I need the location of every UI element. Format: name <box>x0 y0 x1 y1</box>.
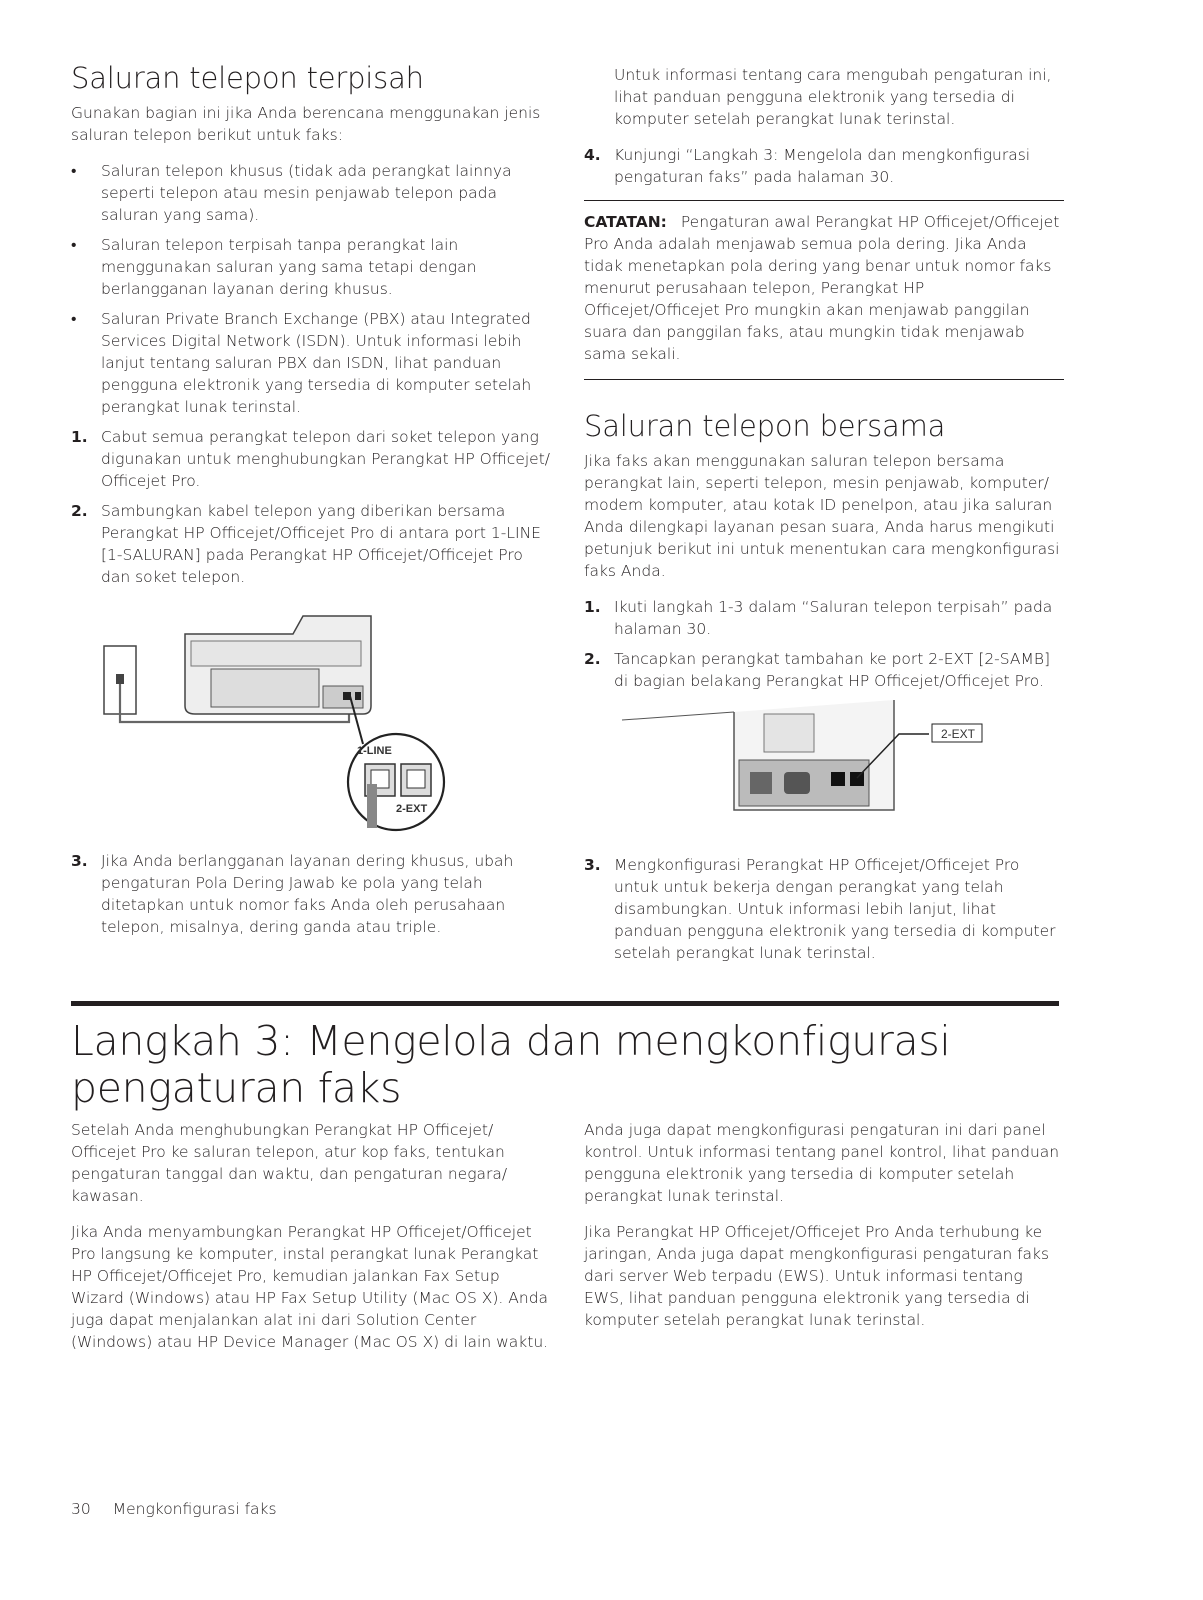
main-paragraph: Setelah Anda menghubungkan Perangkat HP Officejet/ Officejet Pro ke saluran telepon, atur kop faks, tentukan pengaturan tanggal dan waktu, dan pengaturan negara/ kawasan. <box>71 1121 508 1205</box>
step-item: 1. Cabut semua perangkat telepon dari soket telepon yang digunakan untuk menghubungkan Perangkat HP Officejet/ Officejet Pro. <box>71 428 550 491</box>
section-heading-shared-line: Saluran telepon bersama <box>584 409 946 443</box>
section-heading-separate-line: Saluran telepon terpisah <box>71 61 424 95</box>
note-text: Pengaturan awal Perangkat HP Officejet/Officejet Pro Anda adalah menjawab semua pola dering. Jika Anda tidak menetapkan pola dering yang benar untuk nomor faks menurut perusahaan telepon, Perangkat HP Officejet/Officejet Pro mungkin akan menjawab panggilan suara dan panggilan faks, atau mungkin tidak menjawab sama sekali. <box>584 213 1060 363</box>
step-3-continuation: Untuk informasi tentang cara mengubah pengaturan ini, lihat panduan pengguna elektronik yang tersedia di komputer setelah perangkat lunak terinstal. <box>614 66 1052 128</box>
figure-fax-2-ext-port <box>584 700 1064 840</box>
shared-line-intro: Jika faks akan menggunakan saluran telepon bersama perangkat lain, seperti telepon, mesin penjawab, komputer/ modem komputer, atau kotak ID penelpon, atau jika saluran Anda dilengkapi layanan pesan suara, Anda harus mengikuti petunjuk berikut ini untuk menentukan cara mengkonfigurasi faks Anda. <box>584 452 1060 581</box>
line-type-list <box>71 160 551 418</box>
separate-line-intro: Gunakan bagian ini jika Anda berencana menggunakan jenis saluran telepon berikut untuk faks: <box>71 104 541 145</box>
step-item: 1. Ikuti langkah 1-3 dalam “Saluran telepon terpisah” pada halaman 30. <box>584 598 1053 639</box>
step-item: 3. Mengkonfigurasi Perangkat HP Officejet/Officejet Pro untuk untuk bekerja dengan perangkat yang telah disambungkan. Untuk informasi lebih lanjut, lihat panduan pengguna elektronik yang tersedia di komputer setelah perangkat lunak terinstal. <box>584 856 1056 963</box>
main-heading: Langkah 3: Mengelola dan mengkonfigurasi pengaturan faks <box>71 1017 951 1112</box>
label-1-line: 1-LINE <box>357 745 392 758</box>
main-right-column <box>584 1119 1064 1345</box>
list-item: • Saluran telepon terpisah tanpa perangkat lain menggunakan saluran yang sama tetapi dengan berlangganan layanan dering khusus. <box>71 234 551 300</box>
figure-fax-1-line-connection <box>71 596 551 836</box>
main-paragraph: Jika Perangkat HP Officejet/Officejet Pro Anda terhubung ke jaringan, Anda juga dapat mengkonfigurasi pengaturan faks dari server Web terpadu (EWS). Untuk informasi tentang EWS, lihat panduan pengguna elektronik yang tersedia di komputer setelah perangkat lunak terinstal. <box>584 1223 1050 1329</box>
main-paragraph: Jika Anda menyambungkan Perangkat HP Officejet/Officejet Pro langsung ke komputer, instal perangkat lunak Perangkat HP Officejet/Officejet Pro, kemudian jalankan Fax Setup Wizard (Windows) atau HP Fax Setup Utility (Mac OS X). Anda juga dapat menjalankan alat ini dari Solution Center (Windows) atau HP Device Manager (Mac OS X) di lain waktu. <box>71 1223 549 1351</box>
footer-title: Mengkonfigurasi faks <box>112 1500 277 1518</box>
label-2-ext: 2-EXT <box>396 803 428 816</box>
note-label: CATATAN: <box>584 213 667 231</box>
separate-line-step-4 <box>584 144 1064 188</box>
main-paragraph: Anda juga dapat mengkonfigurasi pengaturan ini dari panel kontrol. Untuk informasi tentang panel kontrol, lihat panduan pengguna elektronik yang tersedia di komputer setelah perangkat lunak terinstal. <box>584 1121 1060 1205</box>
left-column <box>71 60 551 946</box>
main-left-column <box>71 1119 551 1367</box>
page-number: 30 <box>71 1500 91 1518</box>
shared-line-step-3 <box>584 854 1064 964</box>
right-column <box>584 64 1064 972</box>
page-footer <box>71 1500 299 1518</box>
separate-line-step-3 <box>71 850 551 938</box>
step-item: 2. Tancapkan perangkat tambahan ke port 2-EXT [2-SAMB] di bagian belakang Perangkat HP Officejet/Officejet Pro. <box>584 650 1051 691</box>
separate-line-steps <box>71 426 551 588</box>
list-item: • Saluran Private Branch Exchange (PBX) atau Integrated Services Digital Network (ISDN). Untuk informasi lebih lanjut tentang saluran PBX dan ISDN, lihat panduan pengguna elektronik yang tersedia di komputer setelah perangkat lunak terinstal. <box>71 308 551 418</box>
label-2-ext: 2-EXT <box>941 727 976 742</box>
shared-line-steps <box>584 596 1064 692</box>
section-divider <box>71 1001 1059 1006</box>
note-box <box>584 200 1064 380</box>
step-item: 4. Kunjungi “Langkah 3: Mengelola dan mengkonfigurasi pengaturan faks” pada halaman 30. <box>584 146 1031 186</box>
step-item: 2. Sambungkan kabel telepon yang diberikan bersama Perangkat HP Officejet/Officejet Pro di antara port 1-LINE [1-SALURAN] pada Perangkat HP Officejet/Officejet Pro dan soket telepon. <box>71 502 541 587</box>
step-item: 3. Jika Anda berlangganan layanan dering khusus, ubah pengaturan Pola Dering Jawab ke pola yang telah ditetapkan untuk nomor faks Anda oleh perusahaan telepon, misalnya, dering ganda atau triple. <box>71 852 514 937</box>
list-item: • Saluran telepon khusus (tidak ada perangkat lainnya seperti telepon atau mesin penjawab telepon pada saluran yang sama). <box>71 160 551 226</box>
